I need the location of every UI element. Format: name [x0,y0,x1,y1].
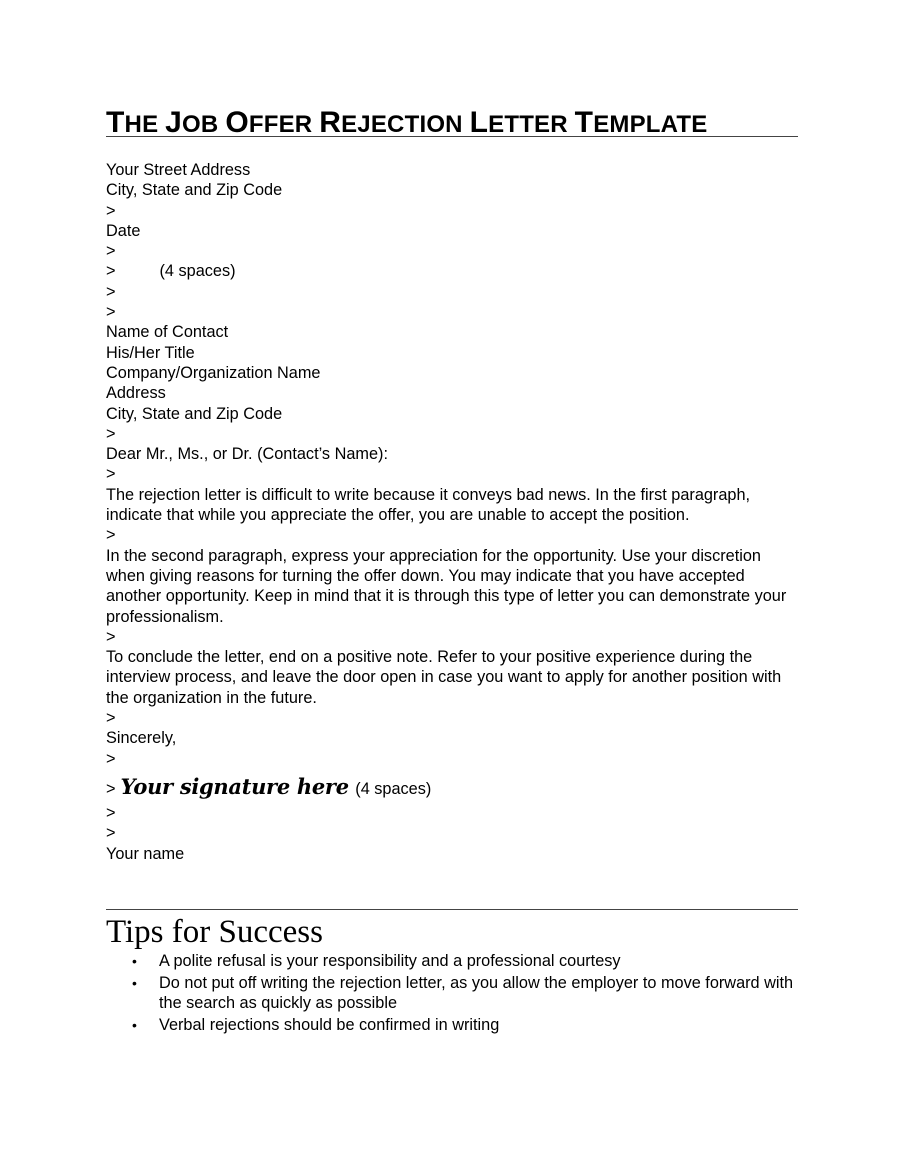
bullet-icon: • [132,953,137,969]
letter-body [106,160,798,864]
blank-marker: > [106,779,116,798]
blank-marker: > [106,242,116,261]
tips-list [106,951,798,1037]
blank-marker: > [106,424,116,443]
blank-marker: > [106,709,116,728]
blank-marker: > [106,303,116,322]
blank-marker: > [106,282,116,301]
contact-city: City, State and Zip Code [106,404,283,423]
paragraph-2: In the second paragraph, express your appreciation for the opportunity. Use your discretion when giving reasons for turning the offer down. You may indicate that you have accepted another opportunity. Keep in mind that it is through this type of letter you can demonstrate your professionalism. [106,546,787,626]
list-item [106,951,798,971]
paragraph-3: To conclude the letter, end on a positive note. Refer to your positive experience during the interview process, and leave the door open in case you want to apply for another position with the organization in the future. [106,648,782,707]
company-name: Company/Organization Name [106,363,321,382]
spacing-note: (4 spaces) [159,262,236,281]
blank-marker: > [106,262,116,281]
letter-page [106,100,798,864]
contact-address: Address [106,384,166,403]
contact-name: Name of Contact [106,323,229,342]
blank-marker: > [106,749,116,768]
blank-marker: > [106,526,116,545]
paragraph-1: The rejection letter is difficult to write because it conveys bad news. In the first paragraph, indicate that while you appreciate the offer, you are unable to accept the position. [106,485,751,525]
signature: Your signature here [120,773,349,799]
blank-marker: > [106,627,116,646]
blank-marker: > [106,803,116,822]
bullet-icon: • [132,1016,137,1033]
date-line: Date [106,221,141,240]
list-item [106,973,798,1014]
blank-marker: > [106,201,116,220]
tips-heading: Tips for Success [106,914,323,950]
blank-marker: > [106,465,116,484]
tips-divider [106,909,798,910]
signature-line [106,770,798,803]
contact-title: His/Her Title [106,343,195,362]
tip-text: Do not put off writing the rejection letter, as you allow the employer to move forward with the search as quickly as possible [159,973,794,1013]
your-name: Your name [106,844,185,863]
salutation: Dear Mr., Ms., or Dr. (Contact’s Name): [106,445,388,464]
blank-marker: > [106,824,116,843]
sender-city: City, State and Zip Code [106,181,283,200]
tip-text: A polite refusal is your responsibility and a professional courtesy [159,952,621,970]
tip-text: Verbal rejections should be confirmed in writing [159,1015,500,1034]
signature-spacing-note: (4 spaces) [355,779,432,798]
spacing-note-line [106,261,798,281]
page-title: THE JOB OFFER REJECTION LETTER TEMPLATE [106,106,708,139]
closing: Sincerely, [106,729,177,748]
bullet-icon: • [132,974,137,991]
list-item [106,1015,798,1035]
sender-street: Your Street Address [106,161,251,179]
